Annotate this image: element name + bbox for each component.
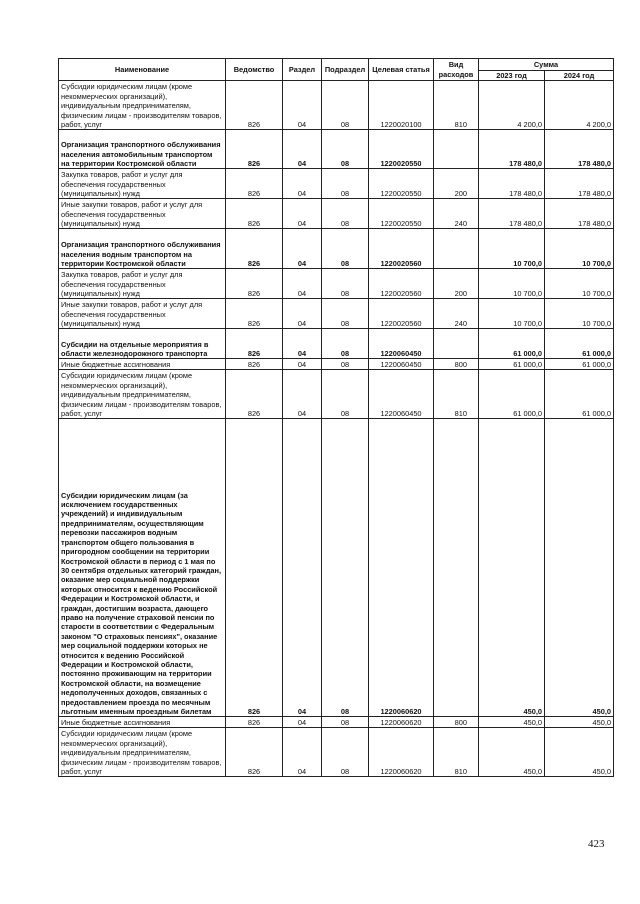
row-dept: 826 xyxy=(226,419,283,717)
row-2024: 450,0 xyxy=(545,728,614,777)
row-2023: 10 700,0 xyxy=(479,269,545,299)
row-dept: 826 xyxy=(226,229,283,269)
row-subsection: 08 xyxy=(322,229,369,269)
table-row xyxy=(59,269,614,299)
table-row xyxy=(59,229,614,269)
row-target: 1220060620 xyxy=(369,717,434,728)
row-section: 04 xyxy=(283,717,322,728)
row-type: 240 xyxy=(434,199,479,229)
table-row xyxy=(59,359,614,370)
row-2023: 450,0 xyxy=(479,728,545,777)
row-name: Субсидии юридическим лицам (кроме некоммерческих организаций), индивидуальным предпринимателям, физическим лицам - производителям товаров, работ, услуг xyxy=(59,728,226,777)
row-section: 04 xyxy=(283,169,322,199)
row-target: 1220060450 xyxy=(369,359,434,370)
row-section: 04 xyxy=(283,269,322,299)
row-2024: 178 480,0 xyxy=(545,169,614,199)
row-type xyxy=(434,229,479,269)
row-type: 200 xyxy=(434,269,479,299)
row-section: 04 xyxy=(283,359,322,370)
table-row xyxy=(59,419,614,717)
row-2024: 450,0 xyxy=(545,419,614,717)
row-subsection: 08 xyxy=(322,728,369,777)
row-dept: 826 xyxy=(226,130,283,169)
row-type: 200 xyxy=(434,169,479,199)
row-2024: 10 700,0 xyxy=(545,269,614,299)
table-row xyxy=(59,169,614,199)
row-dept: 826 xyxy=(226,717,283,728)
header-subsection: Подраздел xyxy=(322,59,369,81)
row-dept: 826 xyxy=(226,169,283,199)
table-row xyxy=(59,717,614,728)
row-type xyxy=(434,329,479,359)
row-subsection: 08 xyxy=(322,359,369,370)
row-target: 1220020560 xyxy=(369,229,434,269)
row-dept: 826 xyxy=(226,269,283,299)
row-subsection: 08 xyxy=(322,269,369,299)
row-target: 1220060450 xyxy=(369,329,434,359)
header-type: Вид расходов xyxy=(434,59,479,81)
header-dept: Ведомство xyxy=(226,59,283,81)
row-subsection: 08 xyxy=(322,130,369,169)
row-2023: 4 200,0 xyxy=(479,81,545,130)
row-type: 810 xyxy=(434,728,479,777)
row-name: Закупка товаров, работ и услуг для обеспечения государственных (муниципальных) нужд xyxy=(59,269,226,299)
row-2024: 10 700,0 xyxy=(545,299,614,329)
row-name: Иные закупки товаров, работ и услуг для обеспечения государственных (муниципальных) нужд xyxy=(59,199,226,229)
table-row xyxy=(59,299,614,329)
row-2024: 178 480,0 xyxy=(545,199,614,229)
row-dept: 826 xyxy=(226,370,283,419)
row-type: 800 xyxy=(434,359,479,370)
row-2024: 61 000,0 xyxy=(545,329,614,359)
row-2024: 4 200,0 xyxy=(545,81,614,130)
header-sum: Сумма xyxy=(479,59,614,71)
row-name: Иные закупки товаров, работ и услуг для обеспечения государственных (муниципальных) нужд xyxy=(59,299,226,329)
row-dept: 826 xyxy=(226,299,283,329)
row-name: Закупка товаров, работ и услуг для обеспечения государственных (муниципальных) нужд xyxy=(59,169,226,199)
row-subsection: 08 xyxy=(322,370,369,419)
row-name: Организация транспортного обслуживания населения водным транспортом на территории Костромской области xyxy=(59,229,226,269)
row-name: Организация транспортного обслуживания населения автомобильным транспортом на территории Костромской области xyxy=(59,130,226,169)
row-target: 1220060620 xyxy=(369,728,434,777)
row-subsection: 08 xyxy=(322,299,369,329)
row-dept: 826 xyxy=(226,359,283,370)
row-name: Субсидии юридическим лицам (кроме некоммерческих организаций), индивидуальным предпринимателям, физическим лицам - производителям товаров, работ, услуг xyxy=(59,81,226,130)
row-target: 1220020550 xyxy=(369,169,434,199)
row-2023: 178 480,0 xyxy=(479,169,545,199)
row-subsection: 08 xyxy=(322,329,369,359)
row-section: 04 xyxy=(283,728,322,777)
row-section: 04 xyxy=(283,299,322,329)
header-year-2023: 2023 год xyxy=(479,71,545,81)
row-2023: 450,0 xyxy=(479,717,545,728)
row-name: Субсидии на отдельные мероприятия в области железнодорожного транспорта xyxy=(59,329,226,359)
row-target: 1220020550 xyxy=(369,199,434,229)
row-dept: 826 xyxy=(226,199,283,229)
row-type: 240 xyxy=(434,299,479,329)
page-number: 423 xyxy=(588,838,605,850)
budget-table xyxy=(58,58,614,777)
row-subsection: 08 xyxy=(322,169,369,199)
row-2024: 10 700,0 xyxy=(545,229,614,269)
header-year-2024: 2024 год xyxy=(545,71,614,81)
table-row xyxy=(59,81,614,130)
row-2023: 61 000,0 xyxy=(479,329,545,359)
row-2023: 178 480,0 xyxy=(479,199,545,229)
row-target: 1220020100 xyxy=(369,81,434,130)
row-name: Иные бюджетные ассигнования xyxy=(59,717,226,728)
table-row xyxy=(59,199,614,229)
row-type: 810 xyxy=(434,81,479,130)
row-2023: 178 480,0 xyxy=(479,130,545,169)
row-section: 04 xyxy=(283,81,322,130)
header-target: Целевая статья xyxy=(369,59,434,81)
row-section: 04 xyxy=(283,130,322,169)
row-2024: 450,0 xyxy=(545,717,614,728)
row-section: 04 xyxy=(283,329,322,359)
row-dept: 826 xyxy=(226,81,283,130)
row-type xyxy=(434,419,479,717)
row-section: 04 xyxy=(283,370,322,419)
row-type xyxy=(434,130,479,169)
row-target: 1220020560 xyxy=(369,299,434,329)
row-subsection: 08 xyxy=(322,717,369,728)
row-2023: 61 000,0 xyxy=(479,370,545,419)
row-name: Субсидии юридическим лицам (кроме некоммерческих организаций), индивидуальным предпринимателям, физическим лицам - производителям товаров, работ, услуг xyxy=(59,370,226,419)
row-type: 810 xyxy=(434,370,479,419)
row-2023: 10 700,0 xyxy=(479,229,545,269)
row-subsection: 08 xyxy=(322,419,369,717)
row-name: Иные бюджетные ассигнования xyxy=(59,359,226,370)
row-section: 04 xyxy=(283,199,322,229)
table-row xyxy=(59,370,614,419)
row-dept: 826 xyxy=(226,329,283,359)
row-name: Субсидии юридическим лицам (за исключением государственных учреждений) и индивидуальным предпринимателям, осуществляющим перевозки пассажиров водным транспортом общего пользования в пригородном сообщении на территории Костромской области в период с 1 мая по 30 сентября отдельных категорий граждан, оказание мер социальной поддержки которых относится к ведению Российской Федерации и Костромской области, и граждан, достигшим возраста, дающего право на получение страховой пенсии по старости в соответствии с Федеральным законом "О страховых пенсиях", оказание мер социальной поддержки которых не относится к ведению Российской Федерации и Костромской области, постоянно проживающим на территории Костромской области, на возмещение недополученных доходов, связанных с предоставлением проезда по месячным льготным именным проездным билетам xyxy=(59,419,226,717)
row-2023: 450,0 xyxy=(479,419,545,717)
row-target: 1220060620 xyxy=(369,419,434,717)
row-target: 1220020550 xyxy=(369,130,434,169)
row-subsection: 08 xyxy=(322,199,369,229)
row-2024: 61 000,0 xyxy=(545,359,614,370)
header-name: Наименование xyxy=(59,59,226,81)
row-section: 04 xyxy=(283,229,322,269)
table-row xyxy=(59,130,614,169)
table-row xyxy=(59,329,614,359)
row-target: 1220020560 xyxy=(369,269,434,299)
header-section: Раздел xyxy=(283,59,322,81)
row-dept: 826 xyxy=(226,728,283,777)
row-subsection: 08 xyxy=(322,81,369,130)
row-section: 04 xyxy=(283,419,322,717)
row-target: 1220060450 xyxy=(369,370,434,419)
row-2024: 178 480,0 xyxy=(545,130,614,169)
table-row xyxy=(59,728,614,777)
row-2023: 10 700,0 xyxy=(479,299,545,329)
row-2024: 61 000,0 xyxy=(545,370,614,419)
row-type: 800 xyxy=(434,717,479,728)
row-2023: 61 000,0 xyxy=(479,359,545,370)
